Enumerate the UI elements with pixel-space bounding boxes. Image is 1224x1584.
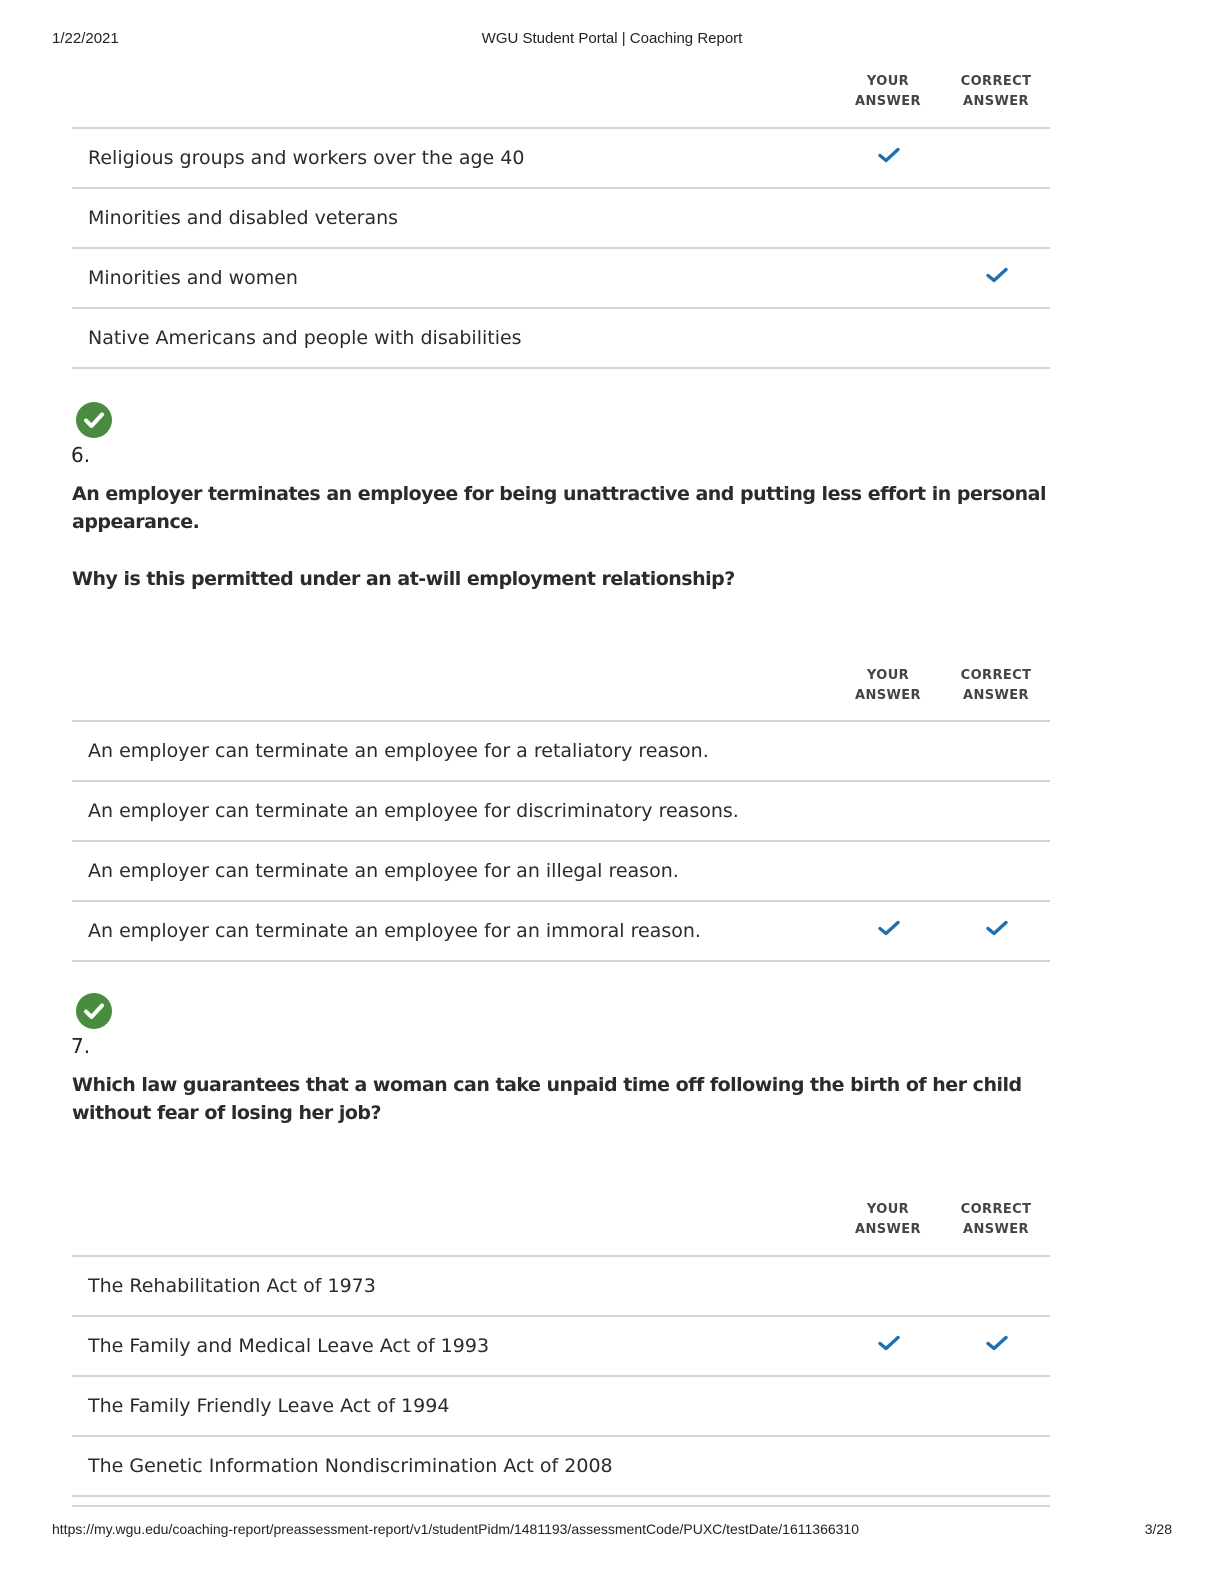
option-text: Native Americans and people with disabilities	[88, 327, 522, 349]
question-number: 7.	[71, 1034, 91, 1058]
your-answer-header: YOUR ANSWER	[855, 1202, 921, 1237]
option-text: Minorities and disabled veterans	[88, 207, 399, 229]
answer-row	[72, 1377, 1050, 1437]
option-text: The Genetic Information Nondiscrimination Act of 2008	[88, 1455, 613, 1477]
answer-row	[72, 902, 1050, 962]
option-text: Religious groups and workers over the age 40	[88, 147, 525, 169]
answer-row	[72, 842, 1050, 902]
checkmark-icon	[986, 920, 1008, 936]
checkmark-icon	[878, 920, 900, 936]
answer-row	[72, 1437, 1050, 1497]
question-text: Which law guarantees that a woman can take unpaid time off following the birth of her child without fear of losing her job?	[72, 1074, 1022, 1124]
question-text: An employer terminates an employee for being unattractive and putting less effort in personal appearance.	[72, 483, 1046, 533]
q6-options	[72, 720, 1050, 962]
answer-row	[72, 1257, 1050, 1317]
answer-row	[72, 722, 1050, 782]
q7-options	[72, 1255, 1050, 1497]
option-text: An employer can terminate an employee for an illegal reason.	[88, 860, 679, 882]
correct-answer-header: CORRECT ANSWER	[960, 74, 1032, 109]
answer-row	[72, 782, 1050, 842]
page-number: 3/28	[1144, 1521, 1172, 1537]
question-sub-text: Why is this permitted under an at-will employment relationship?	[72, 568, 735, 590]
option-text: The Family Friendly Leave Act of 1994	[88, 1395, 450, 1417]
question-number: 6.	[71, 443, 91, 467]
answer-row	[72, 189, 1050, 249]
bottom-divider	[72, 1505, 1050, 1507]
answer-row	[72, 309, 1050, 369]
q5-options	[72, 127, 1050, 369]
option-text: Minorities and women	[88, 267, 298, 289]
option-text: An employer can terminate an employee for an immoral reason.	[88, 920, 701, 942]
answer-row	[72, 249, 1050, 309]
correct-circle-icon	[76, 993, 112, 1029]
checkmark-icon	[878, 1335, 900, 1351]
option-text: The Rehabilitation Act of 1973	[88, 1275, 376, 1297]
checkmark-icon	[986, 267, 1008, 283]
option-text: An employer can terminate an employee for discriminatory reasons.	[88, 800, 739, 822]
correct-circle-icon	[76, 402, 112, 438]
print-date: 1/22/2021	[52, 30, 119, 47]
page-url: https://my.wgu.edu/coaching-report/preassessment-report/v1/studentPidm/1481193/assessmentCode/PUXC/testDate/1611366310	[52, 1521, 860, 1537]
your-answer-header: YOUR ANSWER	[855, 74, 921, 109]
correct-answer-header: CORRECT ANSWER	[960, 668, 1032, 703]
checkmark-icon	[986, 1335, 1008, 1351]
checkmark-icon	[878, 147, 900, 163]
page-title: WGU Student Portal | Coaching Report	[481, 30, 743, 47]
answer-row	[72, 129, 1050, 189]
option-text: The Family and Medical Leave Act of 1993	[88, 1335, 490, 1357]
correct-answer-header: CORRECT ANSWER	[960, 1202, 1032, 1237]
your-answer-header: YOUR ANSWER	[855, 668, 921, 703]
answer-row	[72, 1317, 1050, 1377]
option-text: An employer can terminate an employee for a retaliatory reason.	[88, 740, 709, 762]
